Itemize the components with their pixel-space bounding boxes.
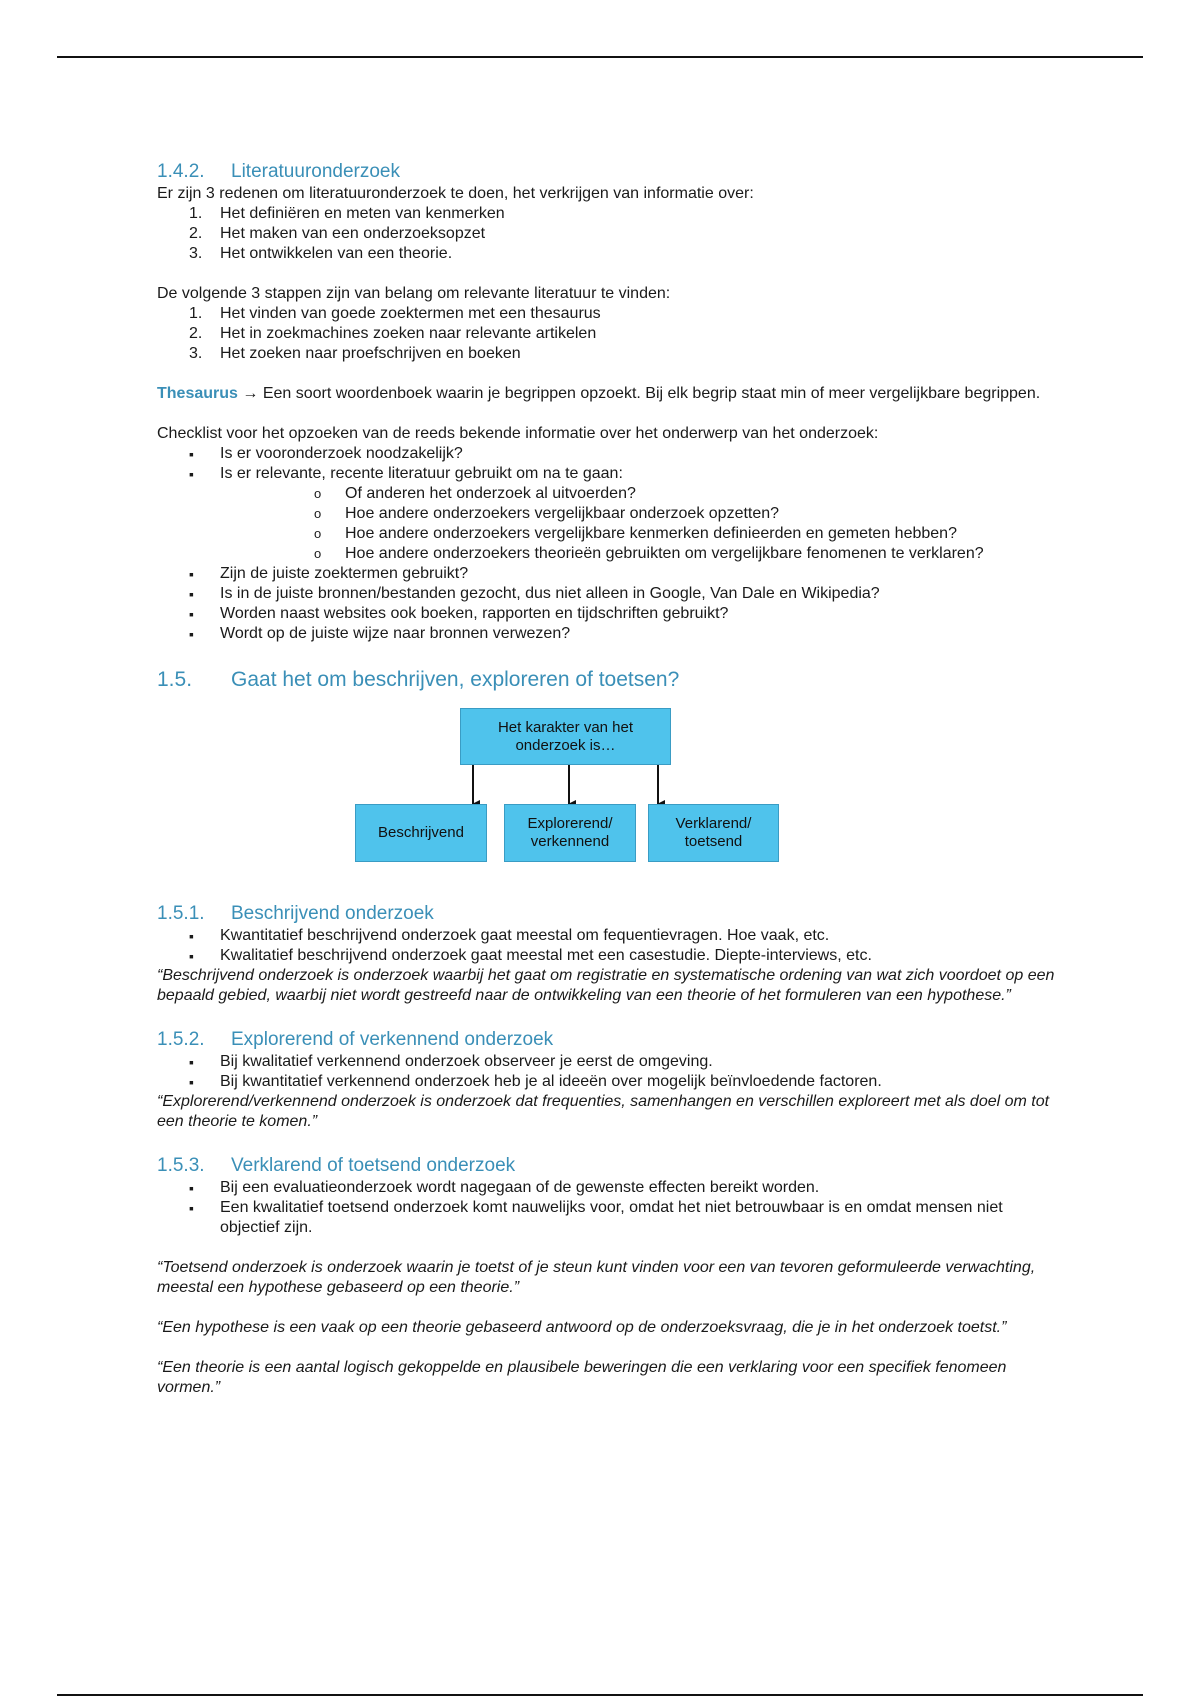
sub-list-item: o Hoe andere onderzoekers vergelijkbaar onderzoek opzetten? xyxy=(220,504,1057,524)
list-item: 1. Het vinden van goede zoektermen met een thesaurus xyxy=(189,305,601,322)
diagram-box-explorerend: Explorerend/ verkennend xyxy=(504,804,636,862)
page-content xyxy=(157,160,1057,1398)
list-item: 2. Het maken van een onderzoeksopzet xyxy=(189,225,486,242)
list-item: 3. Het zoeken naar proefschrijven en boeken xyxy=(189,345,521,362)
explanatory-list xyxy=(157,1178,1057,1238)
thesaurus-term: Thesaurus xyxy=(157,385,238,402)
sub-list-item: o Hoe andere onderzoekers vergelijkbare kenmerken definieerden en gemeten hebben? xyxy=(220,524,1057,544)
list-item: ▪ Is er vooronderzoek noodzakelijk? xyxy=(157,444,1057,464)
top-rule xyxy=(57,56,1143,58)
paragraph: Er zijn 3 redenen om literatuuronderzoek te doen, het verkrijgen van informatie over: xyxy=(157,185,754,202)
diagram-box-verklarend: Verklarend/ toetsend xyxy=(648,804,779,862)
steps-list xyxy=(157,304,1057,364)
exploratory-list xyxy=(157,1052,1057,1092)
diagram-top-box: Het karakter van het onderzoek is… xyxy=(460,708,671,765)
sub-list-item: o Hoe andere onderzoekers theorieën gebruikten om vergelijkbare fenomenen te verklaren? xyxy=(220,544,1057,564)
list-item: ▪ Zijn de juiste zoektermen gebruikt? xyxy=(157,564,1057,584)
quote: “Een theorie is een aantal logisch gekoppelde en plausibele beweringen die een verklaring voor een specifiek fenomeen vormen.” xyxy=(157,1359,1007,1396)
section-heading-1-5-3: 1.5.3. Verklarend of toetsend onderzoek xyxy=(157,1155,516,1176)
list-item: ▪ Kwantitatief beschrijvend onderzoek gaat meestal om fequentievragen. Hoe vaak, etc. xyxy=(157,926,1057,946)
list-item: ▪ Bij een evaluatieonderzoek wordt nagegaan of de gewenste effecten bereikt worden. xyxy=(157,1178,1057,1198)
section-heading-1-5-1: 1.5.1. Beschrijvend onderzoek xyxy=(157,903,434,924)
paragraph: De volgende 3 stappen zijn van belang om relevante literatuur te vinden: xyxy=(157,285,671,302)
list-item: ▪ Wordt op de juiste wijze naar bronnen verwezen? xyxy=(157,624,1057,644)
list-item: ▪ Kwalitatief beschrijvend onderzoek gaat meestal met een casestudie. Diepte-interviews, etc. xyxy=(157,946,1057,966)
quote: “Beschrijvend onderzoek is onderzoek waarbij het gaat om registratie en systematische ordening van wat zich voordoet op een bepaald gebied, waarbij niet wordt gestreefd naar de ontwikkeling van een theorie of het formuleren van een hypothese.” xyxy=(157,967,1055,1004)
list-item: 2. Het in zoekmachines zoeken naar relevante artikelen xyxy=(189,325,597,342)
research-type-diagram xyxy=(157,708,1057,888)
list-item: 3. Het ontwikkelen van een theorie. xyxy=(189,245,453,262)
section-heading-1-5: 1.5. Gaat het om beschrijven, exploreren of toetsen? xyxy=(157,668,680,691)
list-item: ▪ Is in de juiste bronnen/bestanden gezocht, dus niet alleen in Google, Van Dale en Wikipedia? xyxy=(157,584,1057,604)
quote: “Explorerend/verkennend onderzoek is onderzoek dat frequenties, samenhangen en verschillen exploreert met als doel om tot een theorie te komen.” xyxy=(157,1093,1050,1130)
list-item: ▪ Een kwalitatief toetsend onderzoek komt nauwelijks voor, omdat het niet betrouwbaar is en omdat mensen niet objectief zijn. xyxy=(157,1198,1057,1238)
section-heading-1-4-2: 1.4.2. Literatuuronderzoek xyxy=(157,161,400,182)
section-heading-1-5-2: 1.5.2. Explorerend of verkennend onderzoek xyxy=(157,1029,554,1050)
bottom-rule xyxy=(57,1694,1143,1696)
descriptive-list xyxy=(157,926,1057,966)
list-item: ▪ Worden naast websites ook boeken, rapporten en tijdschriften gebruikt? xyxy=(157,604,1057,624)
thesaurus-definition: Thesaurus → Een soort woordenboek waarin je begrippen opzoekt. Bij elk begrip staat min of meer vergelijkbare begrippen. xyxy=(157,385,1041,402)
list-item: ▪ Bij kwalitatief verkennend onderzoek observeer je eerst de omgeving. xyxy=(157,1052,1057,1072)
list-item: ▪ Is er relevante, recente literatuur gebruikt om na te gaan: o Of anderen het onderzoek al uitvoerden? o Hoe andere onderzoekers vergelijkbaar onderzoek opzetten? o Hoe andere onderzoekers vergelijkbare kenmerken definieerden en gemeten hebben? o Hoe andere onderzoekers theorieën gebruikten om vergelijkbare fenomenen te verklaren? xyxy=(157,464,1057,564)
reasons-list xyxy=(157,204,1057,264)
paragraph: Checklist voor het opzoeken van de reeds bekende informatie over het onderwerp van het onderzoek: xyxy=(157,425,879,442)
checklist xyxy=(157,444,1057,644)
sub-list-item: o Of anderen het onderzoek al uitvoerden? xyxy=(220,484,1057,504)
quote: “Een hypothese is een vaak op een theorie gebaseerd antwoord op de onderzoeksvraag, die je in het onderzoek toetst.” xyxy=(157,1319,1007,1336)
list-item: 1. Het definiëren en meten van kenmerken xyxy=(189,205,505,222)
diagram-box-beschrijvend: Beschrijvend xyxy=(355,804,487,862)
quote: “Toetsend onderzoek is onderzoek waarin je toetst of je steun kunt vinden voor een van tevoren geformuleerde verwachting, meestal een hypothese gebaseerd op een theorie.” xyxy=(157,1259,1036,1296)
list-item: ▪ Bij kwantitatief verkennend onderzoek heb je al ideeën over mogelijk beïnvloedende factoren. xyxy=(157,1072,1057,1092)
